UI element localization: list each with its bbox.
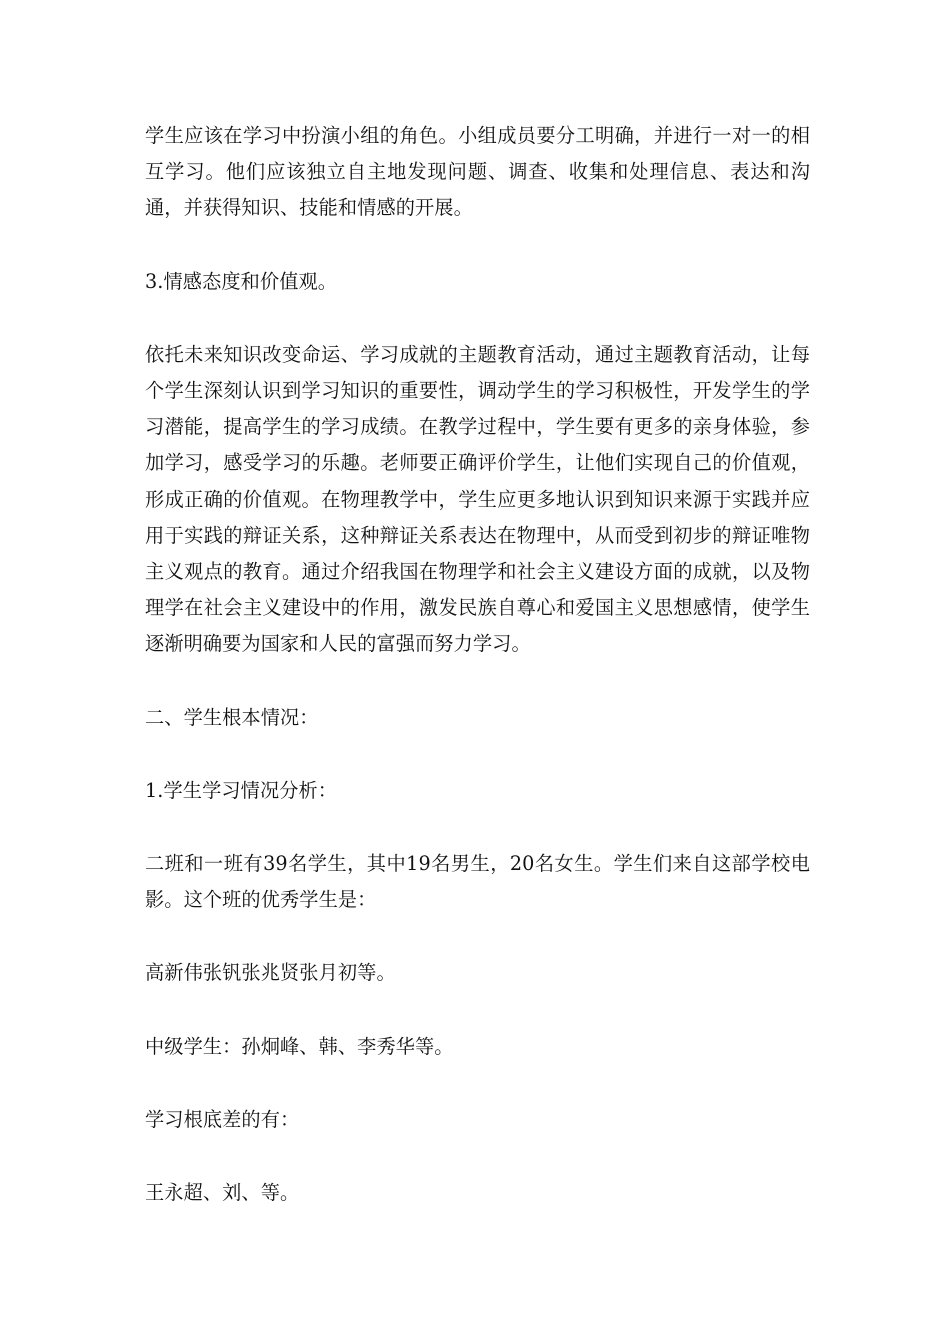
paragraph-class-composition: 二班和一班有39名学生，其中19名男生，20名女生。学生们来自这部学校电影。这个班的优秀学生是： <box>145 852 810 912</box>
paragraph-excellent-students: 高新伟张钒张兆贤张月初等。 <box>145 961 396 985</box>
document-page <box>145 118 810 1248</box>
paragraph-intermediate-students: 中级学生：孙炯峰、韩、李秀华等。 <box>145 1034 454 1058</box>
heading-weak-students: 学习根底差的有： <box>145 1107 300 1131</box>
heading-emotion-values: 3.情感态度和价值观。 <box>145 269 338 293</box>
paragraph-group-role: 学生应该在学习中扮演小组的角色。小组成员要分工明确，并进行一对一的相互学习。他们应该独立自主地发现问题、调查、收集和处理信息、表达和沟通，并获得知识、技能和情感的开展。 <box>145 124 810 220</box>
heading-student-situation: 二、学生根本情况： <box>145 705 319 729</box>
paragraph-weak-students: 王永超、刘、等。 <box>145 1181 300 1205</box>
paragraph-theme-education: 依托未来知识改变命运、学习成就的主题教育活动，通过主题教育活动，让每个学生深刻认识到学习知识的重要性，调动学生的学习积极性，开发学生的学习潜能，提高学生的学习成绩。在教学过程中，学生要有更多的亲身体验，参加学习，感受学习的乐趣。老师要正确评价学生，让他们实现自己的价值观，形成正确的价值观。在物理教学中，学生应更多地认识到知识来源于实践并应用于实践的辩证关系，这种辩证关系表达在物理中，从而受到初步的辩证唯物主义观点的教育。通过介绍我国在物理学和社会主义建设方面的成就，以及物理学在社会主义建设中的作用，激发民族自尊心和爱国主义思想感情，使学生逐渐明确要为国家和人民的富强而努力学习。 <box>145 342 810 656</box>
heading-learning-analysis: 1.学生学习情况分析： <box>145 778 338 802</box>
